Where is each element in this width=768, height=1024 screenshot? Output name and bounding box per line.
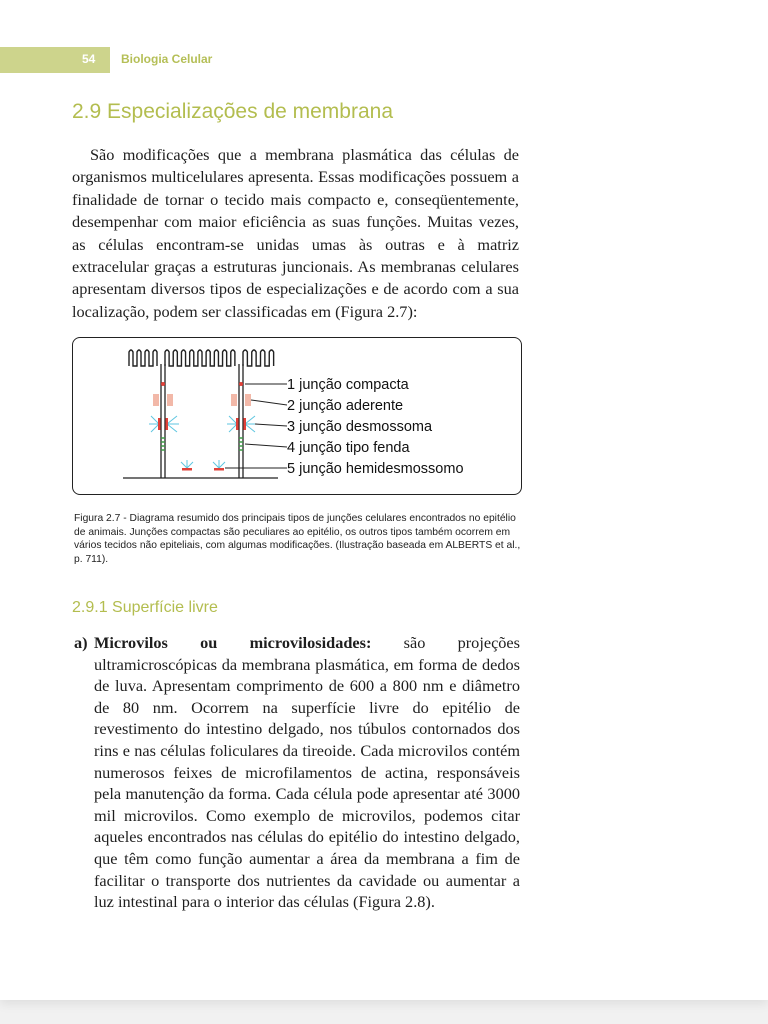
item-term: Microvilos ou microvilosidades: (94, 633, 372, 652)
figure-caption: Figura 2.7 - Diagrama resumido dos principais tipos de junções celulares encontrados no epitélio de animais. Junções compactas são peculiares ao epitélio, os outros tipos também ocorrem em vários tecidos não epiteliais, com algumas modificações. (Ilustração baseada em ALBERTS et al., p. 711). (74, 513, 521, 565)
page-number: 54 (82, 52, 96, 66)
item-body (94, 632, 520, 913)
adherens-junction-marks (153, 394, 251, 406)
label-adherens-junction: 2 junção aderente (287, 398, 404, 414)
label-tight-junction: 1 junção compacta (287, 377, 409, 393)
item-marker: a) (74, 633, 88, 652)
gap-junction-marks (161, 438, 243, 450)
microvilli-outline (129, 350, 274, 366)
junction-diagram (73, 338, 521, 494)
running-head: Biologia Celular (121, 52, 213, 66)
label-gap-junction: 4 junção tipo fenda (287, 440, 410, 456)
cell-membranes (161, 364, 243, 478)
tight-junction-marks (161, 382, 243, 386)
section-title: 2.9 Especializações de membrana (72, 100, 394, 123)
header-band (0, 47, 768, 73)
intro-paragraph: São modificações que a membrana plasmática das células de organismos multicelulares apresenta. Essas modificações possuem a finalidade de tornar o tecido mais compacto e, conseqüentemente, desempenhar com maior eficiência as suas funções. Muitas vezes, as células encontram-se unidas umas às outras e à matriz extracelular graças a estruturas juncionais. As membranas celulares apresentam diversos tipos de especializações e de acordo com a sua localização, podem ser classificadas em (Figura 2.7): (72, 145, 519, 321)
item-text: são projeções ultramicroscópicas da membrana plasmática, em forma de dedos de luva. Apresentam comprimento de 600 a 800 nm e diâmetro de 80 nm. Ocorrem na superfície livre do epitélio de revestimento do intestino delgado, nos túbulos contornados dos rins e nas células foliculares da tireoide. Cada microvilos contém numerosos feixes de microfilamentos de actina, responsáveis pela manutenção da forma. Cada célula pode apresentar até 3000 mil microvilos. Como exemplo de microvilos, podemos citar aqueles encontrados nas células do epitélio do intestino delgado, que têm como função aumentar a área da membrana a fim de facilitar o transporte dos nutrientes da cavidade ou aumentar a luz intestinal para o interior das células (Figura 2.8). (94, 633, 520, 912)
label-hemidesmosome: 5 junção hemidesmossomo (287, 461, 464, 477)
figure-2-7 (72, 337, 522, 495)
hemidesmosome-marks (181, 460, 225, 471)
list-item-microvilli (74, 632, 520, 913)
subsection-title: 2.9.1 Superfície livre (72, 599, 218, 616)
label-desmosome: 3 junção desmossoma (287, 419, 433, 435)
